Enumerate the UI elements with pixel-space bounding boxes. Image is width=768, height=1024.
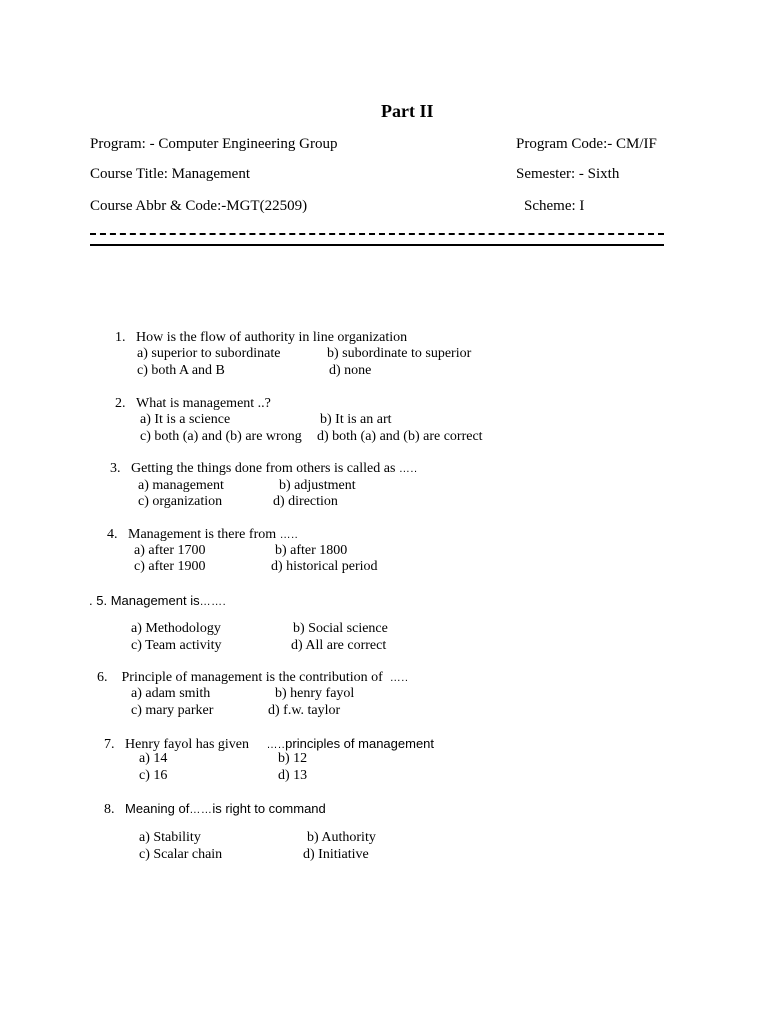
option-d: d) All are correct <box>291 638 387 653</box>
question-text: Management is there from <box>128 527 277 542</box>
question-text-after: principles of management <box>285 736 435 751</box>
option-b: b) subordinate to superior <box>327 346 472 361</box>
program-code-label: Program Code:- CM/IF <box>516 136 657 152</box>
option-b: b) Authority <box>307 830 376 845</box>
blank-ellipsis: ….. <box>398 463 418 475</box>
option-d: d) direction <box>273 494 338 509</box>
question-3 <box>110 461 418 477</box>
question-number: 1. <box>115 330 126 345</box>
question-number: 6. <box>97 670 108 685</box>
course-abbr-label: Course Abbr & Code:-MGT(22509) <box>90 198 308 214</box>
option-c: c) both (a) and (b) are wrong <box>140 429 302 444</box>
blank-ellipsis: ….. <box>266 739 286 751</box>
option-a: a) Stability <box>139 830 201 845</box>
option-d: d) f.w. taylor <box>268 703 341 718</box>
program-label: Program: - Computer Engineering Group <box>90 136 338 152</box>
option-c: c) after 1900 <box>134 559 206 574</box>
option-d: d) Initiative <box>303 847 369 862</box>
option-d: d) historical period <box>271 559 378 574</box>
question-text: What is management ..? <box>136 396 271 411</box>
question-6 <box>97 670 408 686</box>
question-text-after: is right to command <box>212 801 326 816</box>
question-text: How is the flow of authority in line organization <box>136 330 408 345</box>
question-text: Management is <box>110 593 200 608</box>
question-4 <box>107 527 298 543</box>
question-5 <box>89 593 226 608</box>
option-c: c) both A and B <box>137 363 225 378</box>
option-b: b) henry fayol <box>275 686 355 701</box>
option-c: c) 16 <box>139 768 168 783</box>
question-number: . 5. <box>89 593 108 608</box>
scheme-label: Scheme: I <box>524 198 585 214</box>
option-a: a) superior to subordinate <box>137 346 281 361</box>
course-title-label: Course Title: Management <box>90 166 250 182</box>
option-b: b) after 1800 <box>275 543 348 558</box>
question-text: Meaning of <box>125 801 190 816</box>
option-b: b) adjustment <box>279 478 356 493</box>
question-1 <box>115 330 407 346</box>
option-c: c) organization <box>138 494 223 509</box>
option-b: b) Social science <box>293 621 388 636</box>
option-a: a) Methodology <box>131 621 221 636</box>
option-a: a) 14 <box>139 751 168 766</box>
option-d: d) none <box>329 363 372 378</box>
question-number: 2. <box>115 396 126 411</box>
option-a: a) after 1700 <box>134 543 206 558</box>
question-8 <box>104 801 326 818</box>
blank-ellipsis: ….. <box>389 672 409 684</box>
option-a: a) It is a science <box>140 412 231 427</box>
question-number: 8. <box>104 802 115 817</box>
blank-ellipsis: ……. <box>199 596 227 608</box>
option-c: c) Team activity <box>131 638 222 653</box>
blank-ellipsis: …… <box>189 804 213 816</box>
question-text: Henry fayol has given <box>125 737 250 752</box>
question-text: Getting the things done from others is called as <box>131 461 396 476</box>
dashed-divider <box>90 233 664 235</box>
page-title: Part II <box>381 101 434 121</box>
option-c: c) mary parker <box>131 703 214 718</box>
option-a: a) adam smith <box>131 686 211 701</box>
option-b: b) It is an art <box>320 412 392 427</box>
semester-label: Semester: - Sixth <box>516 166 620 182</box>
question-number: 4. <box>107 527 118 542</box>
solid-divider <box>90 244 664 246</box>
question-number: 3. <box>110 461 121 476</box>
question-text: Principle of management is the contribution of <box>121 670 383 685</box>
question-number: 7. <box>104 737 115 752</box>
option-b: b) 12 <box>278 751 308 766</box>
option-c: c) Scalar chain <box>139 847 223 862</box>
option-a: a) management <box>138 478 224 493</box>
option-d: d) both (a) and (b) are correct <box>317 429 483 444</box>
option-d: d) 13 <box>278 768 308 783</box>
question-2 <box>115 396 271 412</box>
blank-ellipsis: ….. <box>279 529 299 541</box>
